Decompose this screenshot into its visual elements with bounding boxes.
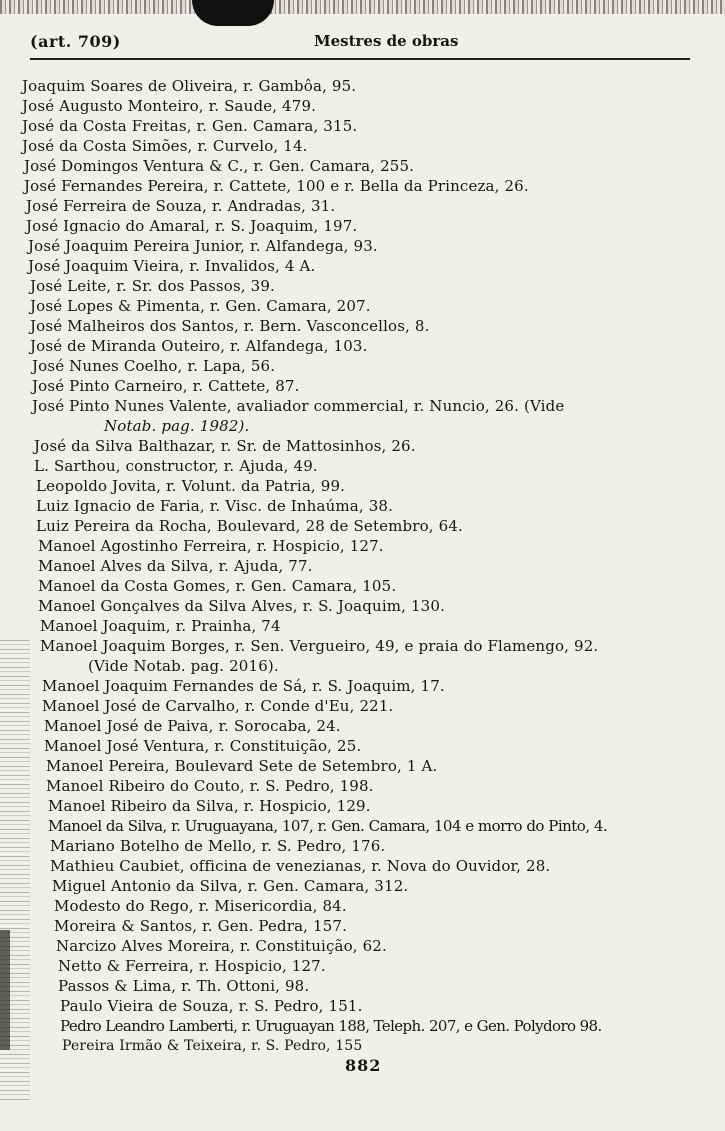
list-item: José Malheiros dos Santos, r. Bern. Vasconcellos, 8. <box>30 317 430 335</box>
list-item: Manoel Ribeiro da Silva, r. Hospicio, 129. <box>48 797 371 815</box>
list-item: José Fernandes Pereira, r. Cattete, 100 e r. Bella da Princeza, 26. <box>24 177 529 195</box>
list-item: Leopoldo Jovita, r. Volunt. da Patria, 99. <box>36 477 346 495</box>
list-item: Manoel José de Paiva, r. Sorocaba, 24. <box>44 717 341 735</box>
list-item: Manoel da Silva, r. Uruguayana, 107, r. Gen. Camara, 104 e morro do Pinto, 4. <box>48 817 608 835</box>
list-item: José Ignacio do Amaral, r. S. Joaquim, 197. <box>26 217 358 235</box>
list-item-continuation: (Vide Notab. pag. 2016). <box>88 657 279 675</box>
list-item: Miguel Antonio da Silva, r. Gen. Camara, 312. <box>52 877 409 895</box>
list-item: Passos & Lima, r. Th. Ottoni, 98. <box>58 977 310 995</box>
list-item: Moreira & Santos, r. Gen. Pedra, 157. <box>54 917 348 935</box>
list-item: Modesto do Rego, r. Misericordia, 84. <box>54 897 347 915</box>
list-item: José Augusto Monteiro, r. Saude, 479. <box>22 97 317 115</box>
list-item: Manoel Gonçalves da Silva Alves, r. S. Joaquim, 130. <box>38 597 445 615</box>
list-item: Joaquim Soares de Oliveira, r. Gambôa, 95. <box>22 77 357 95</box>
scan-shadow-left <box>0 930 10 1050</box>
list-item: Manoel da Costa Gomes, r. Gen. Camara, 105. <box>38 577 397 595</box>
list-item: José da Silva Balthazar, r. Sr. de Mattosinhos, 26. <box>34 437 416 455</box>
list-item: José da Costa Simões, r. Curvelo, 14. <box>22 137 308 155</box>
list-item: Mathieu Caubiet, officina de venezianas, r. Nova do Ouvidor, 28. <box>50 857 551 875</box>
list-item: Manoel José de Carvalho, r. Conde d'Eu, 221. <box>42 697 394 715</box>
list-item: Mariano Botelho de Mello, r. S. Pedro, 176. <box>50 837 386 855</box>
page-number: 882 <box>345 1056 382 1075</box>
list-item: Manoel Joaquim Fernandes de Sá, r. S. Joaquim, 17. <box>42 677 445 695</box>
section-title: Mestres de obras <box>314 32 459 50</box>
list-item: José Domingos Ventura & C., r. Gen. Camara, 255. <box>24 157 415 175</box>
list-item: José Pinto Carneiro, r. Cattete, 87. <box>32 377 300 395</box>
list-item: L. Sarthou, constructor, r. Ajuda, 49. <box>34 457 318 475</box>
list-item: Manoel Ribeiro do Couto, r. S. Pedro, 198. <box>46 777 374 795</box>
list-item: José Pinto Nunes Valente, avaliador commercial, r. Nuncio, 26. (Vide <box>32 397 565 415</box>
list-item: José Joaquim Vieira, r. Invalidos, 4 A. <box>28 257 316 275</box>
list-item: José Nunes Coelho, r. Lapa, 56. <box>32 357 276 375</box>
header-rule <box>30 58 690 60</box>
list-item: Manoel Joaquim, r. Prainha, 74 <box>40 617 281 635</box>
list-item: José Joaquim Pereira Junior, r. Alfandega, 93. <box>28 237 378 255</box>
list-item: Pereira Irmão & Teixeira, r. S. Pedro, 155 <box>62 1038 363 1054</box>
list-item: Manoel Alves da Silva, r. Ajuda, 77. <box>38 557 313 575</box>
list-item: Narcizo Alves Moreira, r. Constituição, 62. <box>56 937 387 955</box>
list-item: Luiz Ignacio de Faria, r. Visc. de Inhaúma, 38. <box>36 497 394 515</box>
list-item: Manoel Agostinho Ferreira, r. Hospicio, 127. <box>38 537 384 555</box>
list-item: Paulo Vieira de Souza, r. S. Pedro, 151. <box>60 997 363 1015</box>
list-item: José de Miranda Outeiro, r. Alfandega, 103. <box>30 337 368 355</box>
list-item: José Leite, r. Sr. dos Passos, 39. <box>30 277 275 295</box>
list-item: José Lopes & Pimenta, r. Gen. Camara, 207. <box>30 297 371 315</box>
list-item: Manoel Joaquim Borges, r. Sen. Vergueiro, 49, e praia do Flamengo, 92. <box>40 637 599 655</box>
article-number: (art. 709) <box>30 32 121 51</box>
list-item: Netto & Ferreira, r. Hospicio, 127. <box>58 957 326 975</box>
running-header <box>30 32 690 54</box>
scan-edge-top <box>0 0 725 14</box>
list-item-continuation: Notab. pag. 1982). <box>104 417 250 435</box>
list-item: Manoel Pereira, Boulevard Sete de Setembro, 1 A. <box>46 757 438 775</box>
ink-blot <box>192 0 274 26</box>
list-item: Pedro Leandro Lamberti, r. Uruguayan 188, Teleph. 207, e Gen. Polydoro 98. <box>60 1017 602 1035</box>
list-item: José Ferreira de Souza, r. Andradas, 31. <box>26 197 336 215</box>
list-item: Manoel José Ventura, r. Constituição, 25. <box>44 737 362 755</box>
list-item: José da Costa Freitas, r. Gen. Camara, 315. <box>22 117 358 135</box>
list-item: Luiz Pereira da Rocha, Boulevard, 28 de Setembro, 64. <box>36 517 463 535</box>
